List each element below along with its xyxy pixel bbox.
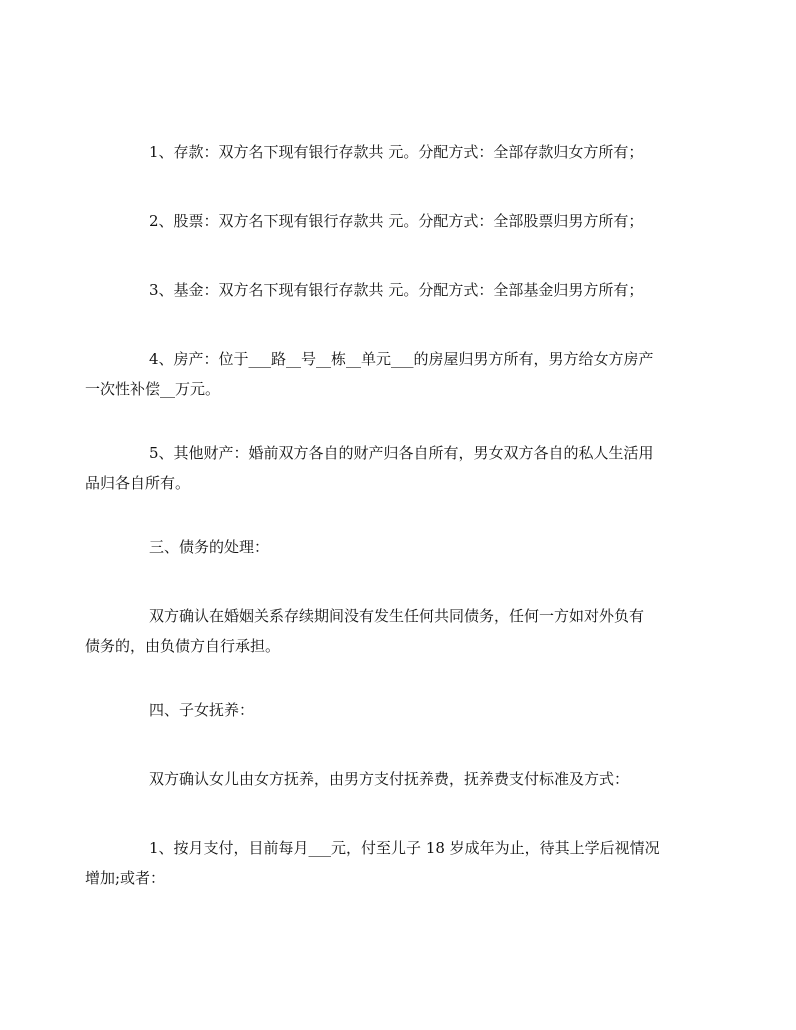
heading-text: 三、债务的处理： [149, 538, 270, 556]
paragraph-line: 品归各自所有。 [85, 474, 191, 492]
paragraph-monthly-payment [85, 833, 683, 893]
paragraph-line: 1、存款：双方名下现有银行存款共 元。分配方式：全部存款归女方所有； [149, 143, 644, 161]
paragraph-line: 债务的，由负债方自行承担。 [85, 637, 281, 655]
paragraph-child-custody [117, 764, 683, 794]
paragraph-line: 增加;或者： [85, 869, 166, 887]
paragraph-line: 双方确认在婚姻关系存续期间没有发生任何共同债务，任何一方如对外负有 [149, 607, 645, 625]
paragraph-line: 3、基金：双方名下现有银行存款共 元。分配方式：全部基金归男方所有； [149, 281, 644, 299]
paragraph-line: 一次性补偿__万元。 [85, 380, 221, 398]
paragraph-line: 5、其他财产：婚前双方各自的财产归各自所有，男女双方各自的私人生活用 [149, 444, 654, 462]
paragraph-deposit [117, 137, 683, 167]
heading-text: 四、子女抚养： [149, 701, 255, 719]
paragraph-stocks [117, 206, 683, 236]
section-heading-child-support [117, 695, 683, 725]
paragraph-line: 4、房产：位于___路__号__栋__单元___的房屋归男方所有，男方给女方房产 [149, 350, 654, 368]
paragraph-line: 双方确认女儿由女方抚养，由男方支付抚养费，抚养费支付标准及方式： [149, 770, 630, 788]
section-heading-debts [117, 532, 683, 562]
paragraph-line: 2、股票：双方名下现有银行存款共 元。分配方式：全部股票归男方所有； [149, 212, 644, 230]
paragraph-debts [85, 601, 683, 661]
paragraph-funds [117, 275, 683, 305]
paragraph-other-assets [85, 438, 683, 498]
paragraph-line: 1、按月支付，目前每月___元，付至儿子 18 岁成年为止，待其上学后视情况 [149, 839, 660, 857]
paragraph-property [85, 344, 683, 404]
